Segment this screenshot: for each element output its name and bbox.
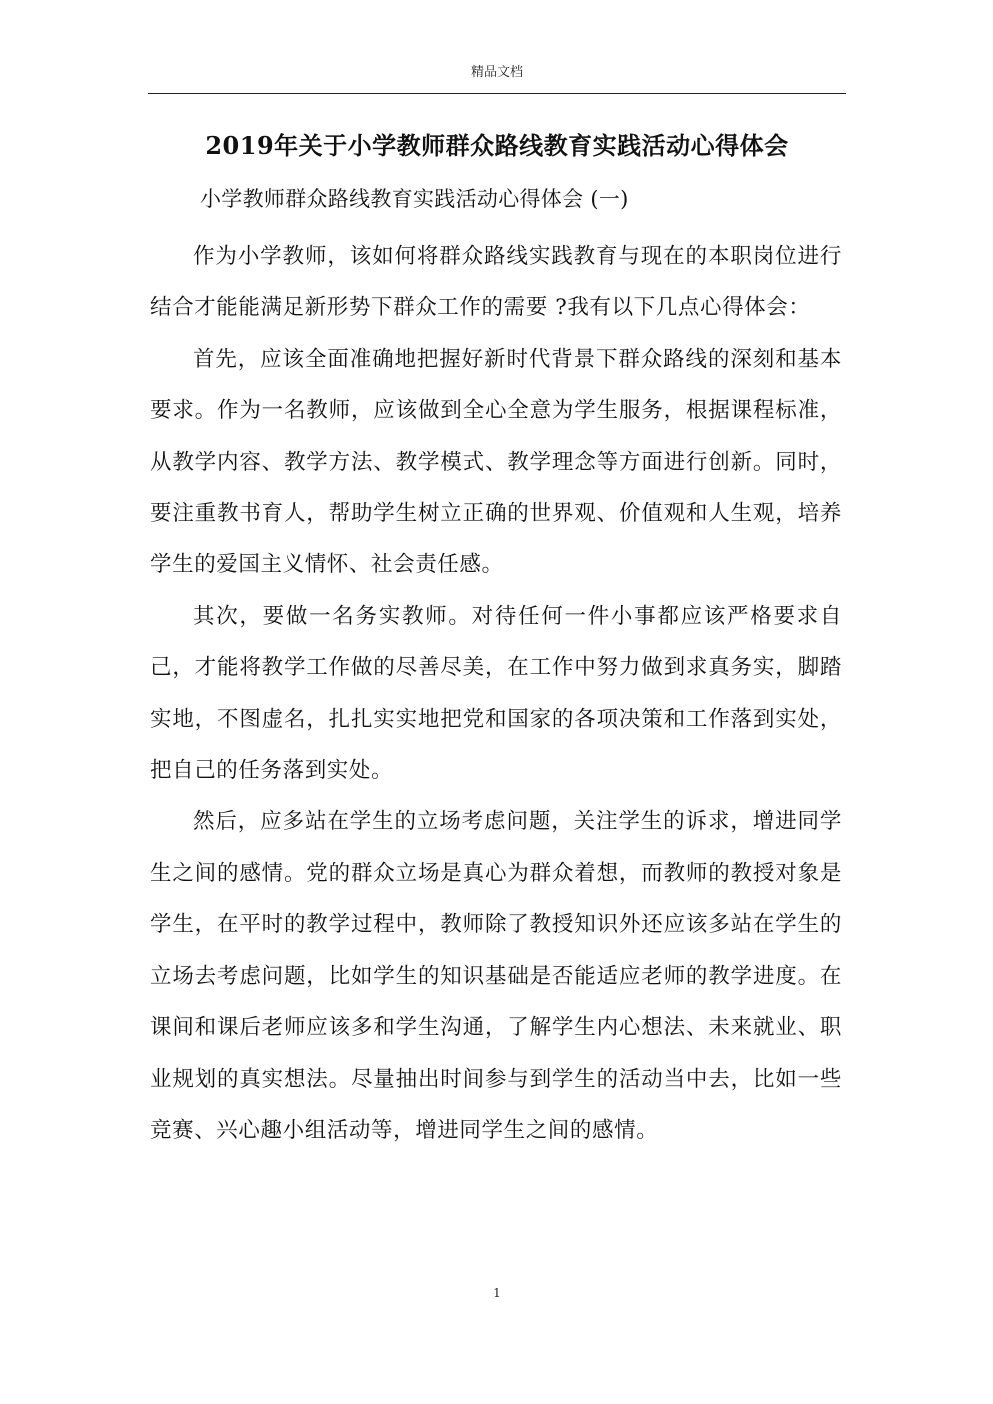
document-title: 2019年关于小学教师群众路线教育实践活动心得体会 — [205, 131, 789, 160]
paragraph-intro: 作为小学教师，该如何将群众路线实践教育与现在的本职岗位进行结合才能能满足新形势下群众工作的需要 ?我有以下几点心得体会： — [150, 244, 842, 321]
paragraph-second-point: 其次，要做一名务实教师。对待任何一件小事都应该严格要求自己，才能将教学工作做的尽善尽美，在工作中努力做到求真务实，脚踏实地，不图虚名，扎扎实实地把党和国家的各项决策和工作落到实处，把自己的任务落到实处。 — [150, 603, 842, 784]
paragraph-third-point: 然后，应多站在学生的立场考虑问题，关注学生的诉求，增进同学生之间的感情。党的群众立场是真心为群众着想，而教师的教授对象是学生，在平时的教学过程中，教师除了教授知识外还应该多站在学生的立场去考虑问题，比如学生的知识基础是否能适应老师的教学进度。在课间和课后老师应该多和学生沟通，了解学生内心想法、未来就业、职业规划的真实想法。尽量抽出时间参与到学生的活动当中去，比如一些竞赛、兴心趣小组活动等，增进同学生之间的感情。 — [150, 809, 842, 1143]
document-body — [150, 231, 842, 1156]
page-header: 精品文档 — [470, 65, 523, 80]
document-subtitle: 小学教师群众路线教育实践活动心得体会 (一) — [200, 187, 629, 211]
paragraph-first-point: 首先，应该全面准确地把握好新时代背景下群众路线的深刻和基本要求。作为一名教师，应该做到全心全意为学生服务，根据课程标准，从教学内容、教学方法、教学模式、教学理念等方面进行创新。同时，要注重教书育人，帮助学生树立正确的世界观、价值观和人生观，培养学生的爱国主义情怀、社会责任感。 — [150, 346, 842, 578]
page-number: 1 — [493, 1286, 501, 1300]
header-divider — [148, 93, 846, 94]
